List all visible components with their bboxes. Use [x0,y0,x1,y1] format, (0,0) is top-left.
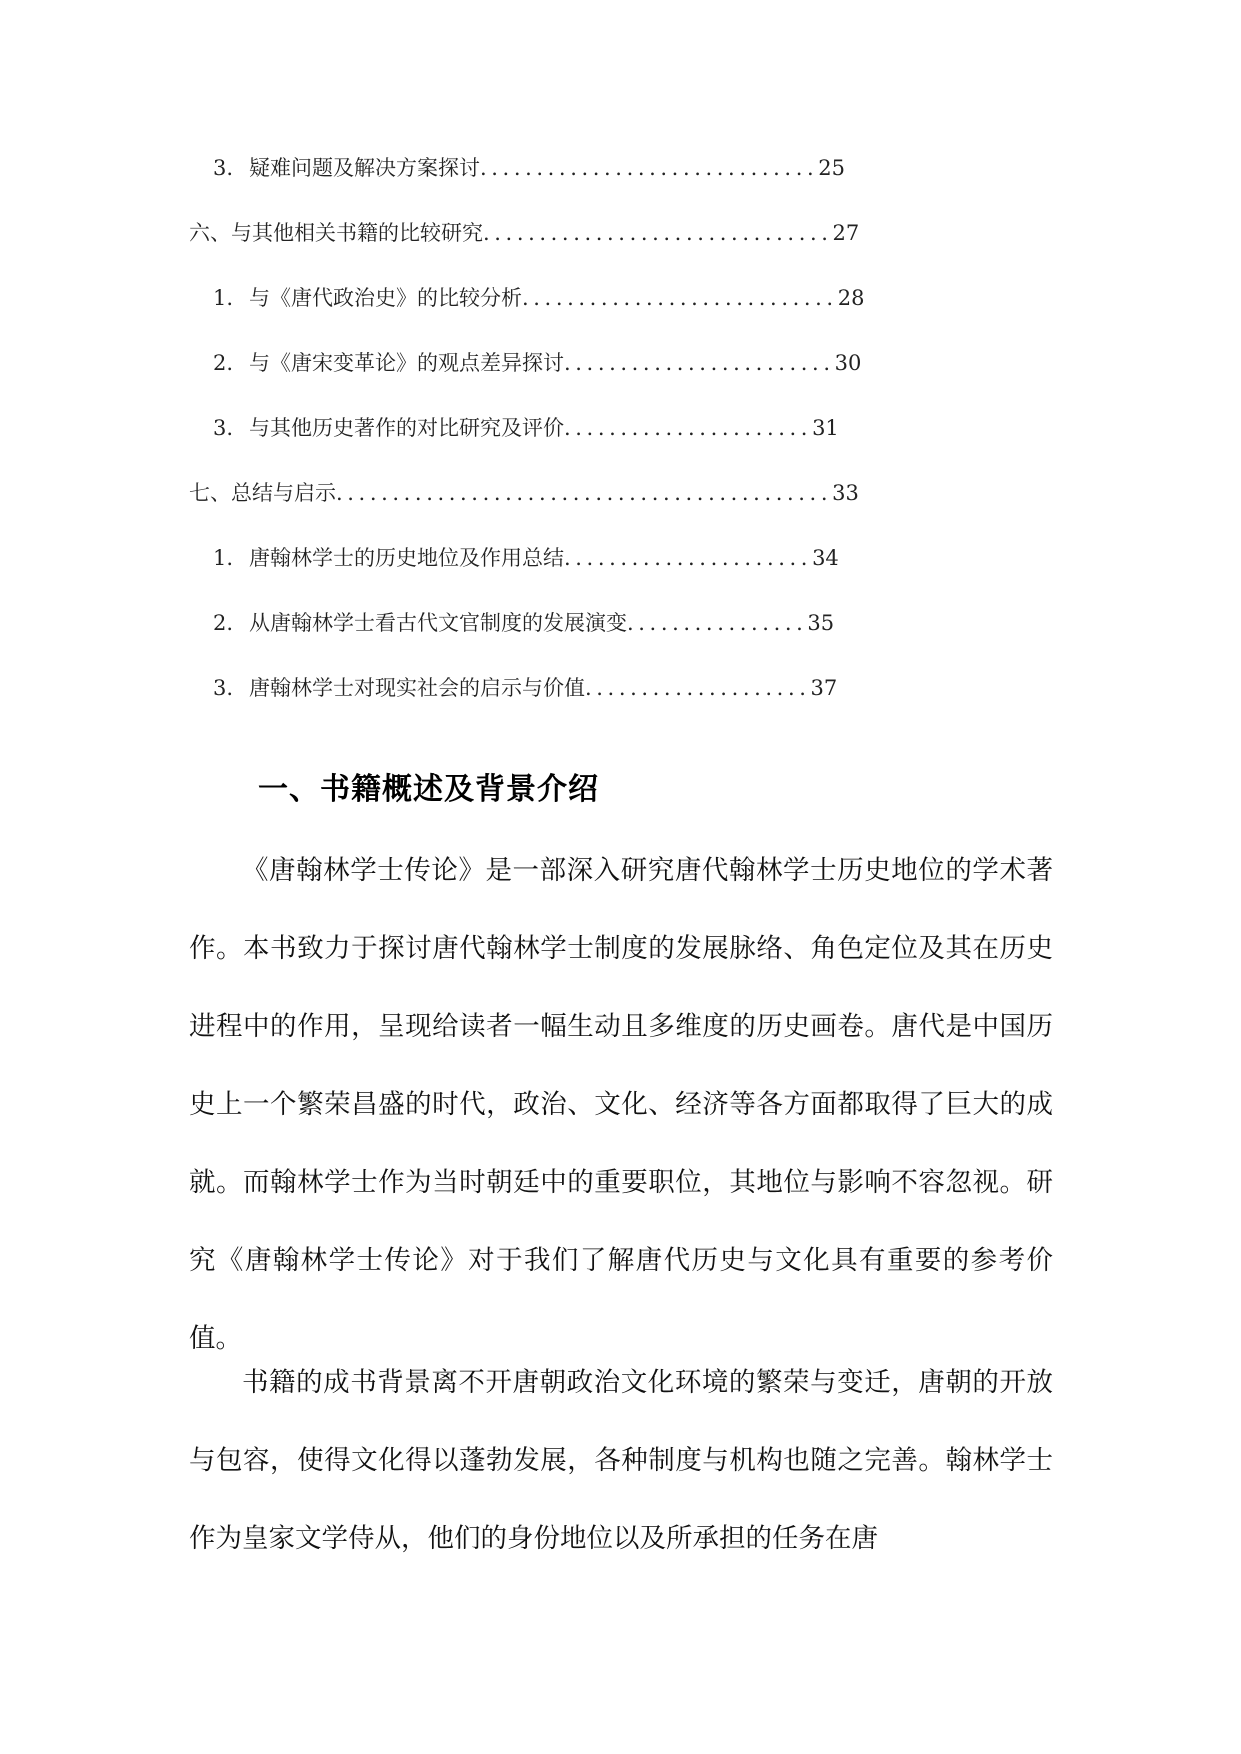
toc-entry[interactable] [189,219,859,247]
toc-entry-page: 37 [810,676,838,700]
toc-entry[interactable] [213,284,864,312]
toc-entry-page: 34 [812,546,839,570]
toc-leader-dots: ...................... [564,546,813,570]
toc-entry-number: 2. [213,351,234,375]
toc-leader-dots: .............................. [480,156,819,180]
toc-entry[interactable] [213,349,861,377]
toc-leader-dots: .................... [585,676,811,700]
toc-entry-title: 与其他历史著作的对比研究及评价 [249,416,564,440]
body-paragraph: 《唐翰林学士传论》是一部深入研究唐代翰林学士历史地位的学术著作。本书致力于探讨唐代翰林学士制度的发展脉络、角色定位及其在历史进程中的作用，呈现给读者一幅生动且多维度的历史画卷。唐代是中国历史上一个繁荣昌盛的时代，政治、文化、经济等各方面都取得了巨大的成就。而翰林学士作为当时朝廷中的重要职位，其地位与影响不容忽视。研究《唐翰林学士传论》对于我们了解唐代历史与文化具有重要的参考价值。 [189,855,1053,1354]
toc-entry-number: 3. [213,156,234,180]
toc-entry-page: 30 [834,351,862,375]
toc-entry-title: 六、与其他相关书籍的比较研究 [189,221,483,245]
toc-leader-dots: ...................... [564,416,813,440]
toc-entry-number: 3. [213,416,234,440]
toc-entry-page: 33 [832,481,859,505]
toc-entry[interactable] [213,414,839,442]
toc-entry-page: 35 [807,611,835,635]
toc-entry-number: 2. [213,611,234,635]
toc-leader-dots: ................ [627,611,808,635]
toc-entry-title: 与《唐宋变革论》的观点差异探讨 [249,351,564,375]
toc-entry[interactable] [213,154,845,182]
toc-entry-page: 27 [832,221,860,245]
toc-leader-dots: ............................................ [336,481,833,505]
body-paragraph: 书籍的成书背景离不开唐朝政治文化环境的繁荣与变迁，唐朝的开放与包容，使得文化得以蓬勃发展，各种制度与机构也随之完善。翰林学士作为皇家文学侍从，他们的身份地位以及所承担的任务在唐 [189,1367,1053,1554]
toc-entry-title: 与《唐代政治史》的比较分析 [249,286,522,310]
toc-entry[interactable] [213,674,837,702]
toc-entry-title: 从唐翰林学士看古代文官制度的发展演变 [249,611,627,635]
toc-leader-dots: ........................ [564,351,835,375]
toc-entry-title: 七、总结与启示 [189,481,336,505]
toc-leader-dots: ............................... [483,221,833,245]
toc-entry-page: 25 [818,156,845,180]
toc-entry[interactable] [213,609,834,637]
toc-entry-number: 3. [213,676,234,700]
toc-entry-title: 唐翰林学士的历史地位及作用总结 [249,546,564,570]
toc-leader-dots: ............................ [522,286,838,310]
toc-entry-number: 1. [213,546,234,570]
section-heading: 一、书籍概述及背景介绍 [258,772,599,807]
toc-entry[interactable] [189,479,859,507]
toc-entry-title: 唐翰林学士对现实社会的启示与价值 [249,676,585,700]
toc-entry[interactable] [213,544,839,572]
toc-entry-page: 31 [812,416,839,440]
toc-entry-title: 疑难问题及解决方案探讨 [249,156,480,180]
toc-entry-page: 28 [837,286,865,310]
toc-entry-number: 1. [213,286,234,310]
